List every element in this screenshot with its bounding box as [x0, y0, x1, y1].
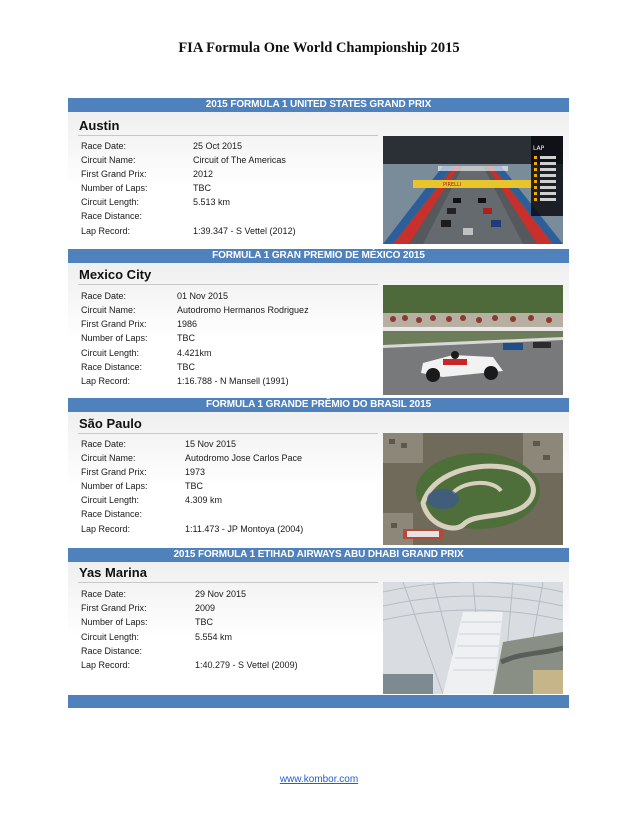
- row-label: First Grand Prix:: [81, 169, 147, 179]
- race-section-mexico-city: [68, 249, 569, 397]
- yas-marina-hotel-photo: [383, 582, 563, 694]
- row-label: Circuit Name:: [81, 155, 136, 165]
- mexico-classic-car-photo: [383, 285, 563, 395]
- row-value: 1:16.788 - N Mansell (1991): [177, 376, 289, 386]
- row-label: Number of Laps:: [81, 183, 148, 193]
- city-name: Austin: [79, 118, 120, 133]
- row-label: Lap Record:: [81, 524, 131, 534]
- row-label: Number of Laps:: [81, 333, 148, 343]
- row-label: Number of Laps:: [81, 617, 148, 627]
- info-row-first-grand-prix: [81, 317, 381, 331]
- info-row-number-of-laps: [81, 479, 381, 493]
- row-label: First Grand Prix:: [81, 319, 147, 329]
- info-row-race-date: [81, 289, 381, 303]
- info-row-circuit-name: [81, 303, 381, 317]
- race-section-yas-marina: [68, 548, 569, 695]
- row-label: Number of Laps:: [81, 481, 148, 491]
- row-label: Circuit Length:: [81, 348, 140, 358]
- row-value: 29 Nov 2015: [195, 589, 247, 599]
- race-banner: FORMULA 1 GRAN PREMIO DE MÉXICO 2015: [68, 249, 569, 263]
- lap-counter-label: LAP: [533, 145, 545, 152]
- info-row-first-grand-prix: [81, 465, 381, 479]
- row-value: 15 Nov 2015: [185, 439, 237, 449]
- city-name: Yas Marina: [79, 565, 147, 580]
- info-row-lap-record: [81, 224, 381, 238]
- row-value: TBC: [177, 333, 195, 343]
- row-label: Lap Record:: [81, 376, 131, 386]
- row-value: 5.513 km: [193, 197, 231, 207]
- footer-color-bar: [68, 695, 569, 708]
- info-row-race-distance: [81, 209, 381, 223]
- info-row-number-of-laps: [81, 331, 381, 345]
- race-section-austin: [68, 98, 569, 246]
- info-row-number-of-laps: [81, 615, 381, 629]
- interlagos-aerial-photo: [383, 433, 563, 545]
- row-label: Race Distance:: [81, 646, 143, 656]
- row-value: 1:40.279 - S Vettel (2009): [195, 660, 298, 670]
- row-label: Circuit Name:: [81, 305, 136, 315]
- info-row-first-grand-prix: [81, 167, 381, 181]
- row-value: TBC: [177, 362, 195, 372]
- city-underline: [78, 135, 378, 136]
- row-label: Circuit Length:: [81, 197, 140, 207]
- row-value: 5.554 km: [195, 632, 233, 642]
- row-label: Lap Record:: [81, 226, 131, 236]
- info-row-circuit-length: [81, 346, 381, 360]
- row-value: 1:39.347 - S Vettel (2012): [193, 226, 296, 236]
- row-value: 2009: [195, 603, 216, 613]
- row-label: Race Distance:: [81, 509, 143, 519]
- row-label: Race Date:: [81, 439, 127, 449]
- pirelli-logo: PIRELLI: [443, 182, 462, 188]
- row-label: Race Distance:: [81, 362, 143, 372]
- row-value: 4.309 km: [185, 495, 223, 505]
- info-row-race-date: [81, 437, 381, 451]
- row-label: Race Date:: [81, 291, 127, 301]
- row-label: Race Distance:: [81, 211, 143, 221]
- row-value: 1:11.473 - JP Montoya (2004): [185, 524, 304, 534]
- info-row-lap-record: [81, 374, 381, 388]
- document-title: FIA Formula One World Championship 2015: [178, 40, 460, 56]
- row-label: First Grand Prix:: [81, 467, 147, 477]
- row-value: 01 Nov 2015: [177, 291, 229, 301]
- race-banner: 2015 FORMULA 1 ETIHAD AIRWAYS ABU DHABI GRAND PRIX: [68, 548, 569, 562]
- row-value: 2012: [193, 169, 214, 179]
- city-name: São Paulo: [79, 416, 142, 431]
- info-row-first-grand-prix: [81, 601, 381, 615]
- info-row-circuit-name: [81, 451, 381, 465]
- info-row-race-distance: [81, 360, 381, 374]
- info-row-race-date: [81, 587, 381, 601]
- austin-race-start-photo: [383, 136, 563, 244]
- row-value: 4.421km: [177, 348, 212, 358]
- row-label: Circuit Length:: [81, 632, 140, 642]
- row-value: Circuit of The Americas: [193, 155, 286, 165]
- row-value: Autodromo Hermanos Rodriguez: [177, 305, 309, 315]
- race-banner: FORMULA 1 GRANDE PRÊMIO DO BRASIL 2015: [68, 398, 569, 412]
- city-underline: [78, 433, 378, 434]
- info-row-lap-record: [81, 522, 381, 536]
- info-row-lap-record: [81, 658, 381, 672]
- info-row-race-distance: [81, 644, 381, 658]
- row-value: TBC: [193, 183, 211, 193]
- row-label: Circuit Length:: [81, 495, 140, 505]
- info-row-circuit-length: [81, 630, 381, 644]
- row-value: Autodromo Jose Carlos Pace: [185, 453, 303, 463]
- row-value: 1973: [185, 467, 206, 477]
- race-banner: 2015 FORMULA 1 UNITED STATES GRAND PRIX: [68, 98, 569, 112]
- city-underline: [78, 582, 378, 583]
- row-value: 1986: [177, 319, 198, 329]
- row-value: 25 Oct 2015: [193, 141, 243, 151]
- info-row-circuit-length: [81, 493, 381, 507]
- city-name: Mexico City: [79, 267, 152, 282]
- info-row-circuit-name: [81, 153, 381, 167]
- website-link[interactable]: www.kombor.com: [279, 774, 359, 785]
- row-label: Lap Record:: [81, 660, 131, 670]
- row-label: First Grand Prix:: [81, 603, 147, 613]
- row-value: TBC: [195, 617, 213, 627]
- row-label: Circuit Name:: [81, 453, 136, 463]
- row-label: Race Date:: [81, 141, 127, 151]
- info-row-circuit-length: [81, 195, 381, 209]
- race-section-sao-paulo: [68, 398, 569, 546]
- info-row-race-distance: [81, 507, 381, 521]
- city-underline: [78, 284, 378, 285]
- info-row-number-of-laps: [81, 181, 381, 195]
- info-row-race-date: [81, 139, 381, 153]
- row-value: TBC: [185, 481, 203, 491]
- row-label: Race Date:: [81, 589, 127, 599]
